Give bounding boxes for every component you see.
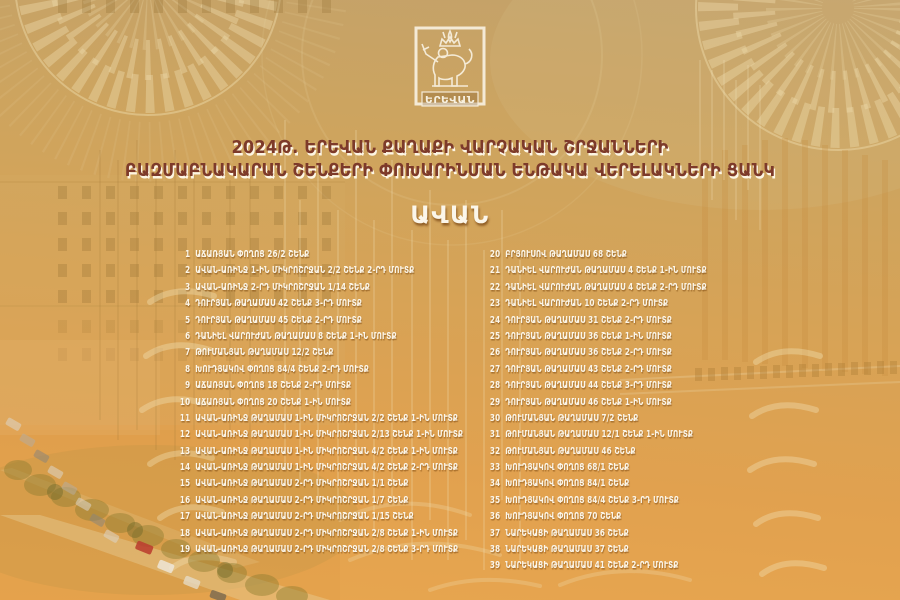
list-item-text: ԹՈՒՄԱՆՅԱՆ ԹԱՂԱՄԱՍ 46 ՇԵՆՔ bbox=[505, 445, 636, 457]
list-item bbox=[488, 509, 707, 525]
list-item bbox=[488, 493, 707, 509]
list-item bbox=[488, 542, 707, 558]
list-item-text: ԱՎԱՆ-ԱՌԻՆՋ 1-ԻՆ ՄԻԿՐՈՇՐՋԱՆ 2/2 ՇԵՆՔ 2-ՐԴ ՄՈՒՏՔ bbox=[195, 265, 415, 277]
title-line-1: 2024Թ. ԵՐԵՎԱՆ ՔԱՂԱՔԻ ՎԱՐՉԱԿԱՆ ՇՐՋԱՆՆԵՐԻ bbox=[231, 137, 669, 158]
list-item-number: 9 bbox=[185, 380, 191, 392]
list-item-number: 38 bbox=[489, 544, 501, 556]
list-item-number: 31 bbox=[489, 429, 501, 441]
list-item-number: 16 bbox=[179, 494, 191, 506]
list-item-number: 11 bbox=[179, 412, 191, 424]
list-item-number: 13 bbox=[179, 445, 191, 457]
list-item-text: ԴՈՒՐՅԱՆ ԹԱՂԱՄԱՍ 36 ՇԵՆՔ 2-ՐԴ ՄՈՒՏՔ bbox=[505, 347, 672, 359]
list-item bbox=[488, 460, 707, 476]
list-item-number: 10 bbox=[179, 396, 191, 408]
list-column-left bbox=[178, 247, 463, 558]
list-item-number: 7 bbox=[185, 347, 191, 359]
list-item bbox=[488, 296, 707, 312]
list-item-text: ԲՐՅՈՒՍՈՎ ԹԱՂԱՄԱՍ 68 ՇԵՆՔ bbox=[505, 249, 627, 260]
list-item-text: ԱՎԱՆ-ԱՌԻՆՋ ԹԱՂԱՄԱՍ 2-ՐԴ ՄԻԿՐՈՇՐՋԱՆ 1/15 ՇԵՆՔ bbox=[195, 511, 414, 523]
list-item-text: ԱՎԱՆ-ԱՌԻՆՋ ԹԱՂԱՄԱՍ 2-ՐԴ ՄԻԿՐՈՇՐՋԱՆ 2/8 ՇԵՆՔ 1-ԻՆ ՄՈՒՏՔ bbox=[195, 527, 459, 539]
list-item-number: 4 bbox=[185, 298, 191, 310]
list-item bbox=[488, 345, 707, 361]
list-item bbox=[488, 476, 707, 492]
list-item-text: ԹՈՒՄԱՆՅԱՆ ԹԱՂԱՄԱՍ 12/2 ՇԵՆՔ bbox=[195, 347, 334, 359]
list-item bbox=[178, 509, 463, 525]
list-item-text: ԽՈՒԴՅԱԿՈՎ ՓՈՂՈՑ 84/4 ՇԵՆՔ 3-ՐԴ ՄՈՒՏՔ bbox=[505, 494, 679, 506]
list-item bbox=[178, 476, 463, 492]
list-item-text: ԴՈՒՐՅԱՆ ԹԱՂԱՄԱՍ 44 ՇԵՆՔ 3-ՐԴ ՄՈՒՏՔ bbox=[505, 380, 672, 392]
list-item-number: 18 bbox=[179, 527, 191, 539]
list-item-text: ԴԱՆԻԵԼ ՎԱՐՈՒԺԱՆ ԹԱՂԱՄԱՍ 4 ՇԵՆՔ 2-ՐԴ ՄՈՒՏՔ bbox=[505, 281, 707, 293]
yerevan-emblem bbox=[412, 24, 488, 116]
list-item-text: ԹՈՒՄԱՆՅԱՆ ԹԱՂԱՄԱՍ 12/1 ՇԵՆՔ 1-ԻՆ ՄՈՒՏՔ bbox=[505, 429, 694, 441]
list-item-text: ՆԱՐԵԿԱՑԻ ԹԱՂԱՄԱՍ 36 ՇԵՆՔ bbox=[505, 527, 629, 539]
list-item bbox=[178, 526, 463, 542]
list-item bbox=[178, 542, 463, 558]
list-item bbox=[488, 263, 707, 279]
list-item bbox=[488, 411, 707, 427]
list-item bbox=[178, 395, 463, 411]
list-item-number: 29 bbox=[489, 396, 501, 408]
elevator-address-list bbox=[178, 247, 900, 587]
poster-title bbox=[45, 136, 855, 182]
list-item-text: ԱՃԱՌՅԱՆ ՓՈՂՈՑ 20 ՇԵՆՔ 1-ԻՆ ՄՈՒՏՔ bbox=[195, 396, 352, 408]
district-name: ԱՎԱՆ bbox=[410, 201, 490, 229]
list-item-number: 32 bbox=[489, 445, 501, 457]
list-item bbox=[178, 345, 463, 361]
list-item bbox=[488, 362, 707, 378]
list-item-number: 25 bbox=[489, 330, 501, 342]
list-item bbox=[178, 280, 463, 296]
list-item-number: 8 bbox=[185, 363, 191, 375]
list-item-text: ԴԱՆԻԵԼ ՎԱՐՈՒԺԱՆ ԹԱՂԱՄԱՍ 8 ՇԵՆՔ 1-ԻՆ ՄՈՒՏՔ bbox=[195, 330, 397, 342]
list-item-text: ԱՃԱՌՅԱՆ ՓՈՂՈՑ 26/2 ՇԵՆՔ bbox=[195, 249, 310, 260]
list-item-text: ԱՎԱՆ-ԱՌԻՆՋ ԹԱՂԱՄԱՍ 2-ՐԴ ՄԻԿՐՈՇՐՋԱՆ 2/8 ՇԵՆՔ 3-ՐԴ ՄՈՒՏՔ bbox=[195, 544, 459, 556]
list-item-number: 34 bbox=[489, 478, 501, 490]
list-item-text: ԱՎԱՆ-ԱՌԻՆՋ ԹԱՂԱՄԱՍ 2-ՐԴ ՄԻԿՐՈՇՐՋԱՆ 1/1 ՇԵՆՔ bbox=[195, 478, 409, 490]
list-item bbox=[488, 313, 707, 329]
list-item-number: 5 bbox=[185, 314, 191, 326]
list-item-text: ԱՎԱՆ-ԱՌԻՆՋ ԹԱՂԱՄԱՍ 1-ԻՆ ՄԻԿՐՈՇՐՋԱՆ 2/2 ՇԵՆՔ 1-ԻՆ ՄՈՒՏՔ bbox=[195, 412, 458, 424]
list-item-number: 3 bbox=[185, 281, 191, 293]
list-item-number: 30 bbox=[489, 412, 501, 424]
list-item-number: 35 bbox=[489, 494, 501, 506]
list-item-text: ԱՎԱՆ-ԱՌԻՆՋ ԹԱՂԱՄԱՍ 2-ՐԴ ՄԻԿՐՈՇՐՋԱՆ 1/7 ՇԵՆՔ bbox=[195, 494, 409, 506]
list-item-number: 1 bbox=[185, 249, 191, 260]
list-item-text: ԴՈՒՐՅԱՆ ԹԱՂԱՄԱՍ 43 ՇԵՆՔ 2-ՐԴ ՄՈՒՏՔ bbox=[505, 363, 672, 375]
list-item-text: ԽՈՒԴՅԱԿՈՎ ՓՈՂՈՑ 70 ՇԵՆՔ bbox=[505, 511, 622, 523]
list-item-number: 27 bbox=[489, 363, 501, 375]
list-item-text: ՆԱՐԵԿԱՑԻ ԹԱՂԱՄԱՍ 37 ՇԵՆՔ bbox=[505, 544, 629, 556]
list-item bbox=[178, 411, 463, 427]
list-item-text: ԴՈՒՐՅԱՆ ԹԱՂԱՄԱՍ 45 ՇԵՆՔ 2-ՐԴ ՄՈՒՏՔ bbox=[195, 314, 362, 326]
list-item-number: 6 bbox=[185, 330, 191, 342]
list-item-number: 24 bbox=[489, 314, 501, 326]
list-item-text: ԽՈՒԴՅԱԿՈՎ ՓՈՂՈՑ 84/1 ՇԵՆՔ bbox=[505, 478, 630, 490]
list-item bbox=[178, 313, 463, 329]
list-item-text: ԴԱՆԻԵԼ ՎԱՐՈՒԺԱՆ 10 ՇԵՆՔ 2-ՐԴ ՄՈՒՏՔ bbox=[505, 298, 669, 310]
list-item-number: 14 bbox=[179, 462, 191, 474]
list-item bbox=[178, 427, 463, 443]
list-item bbox=[178, 296, 463, 312]
list-item bbox=[178, 493, 463, 509]
list-item bbox=[488, 329, 707, 345]
list-item-number: 37 bbox=[489, 527, 501, 539]
list-item bbox=[178, 263, 463, 279]
list-item-number: 36 bbox=[489, 511, 501, 523]
emblem-label: ԵՐԵՎԱՆ bbox=[425, 95, 475, 106]
list-item-number: 12 bbox=[179, 429, 191, 441]
list-item bbox=[488, 427, 707, 443]
list-item bbox=[178, 247, 463, 263]
list-column-right bbox=[488, 247, 707, 575]
list-item-text: ԴՈՒՐՅԱՆ ԹԱՂԱՄԱՍ 36 ՇԵՆՔ 1-ԻՆ ՄՈՒՏՔ bbox=[505, 330, 672, 342]
list-item bbox=[178, 329, 463, 345]
list-item bbox=[488, 395, 707, 411]
list-item bbox=[488, 280, 707, 296]
list-item-number: 17 bbox=[179, 511, 191, 523]
list-item-number: 28 bbox=[489, 380, 501, 392]
list-item-text: ԱՃԱՌՅԱՆ ՓՈՂՈՑ 18 ՇԵՆՔ 2-ՐԴ ՄՈՒՏՔ bbox=[195, 380, 352, 392]
list-item bbox=[488, 526, 707, 542]
list-item-text: ԱՎԱՆ-ԱՌԻՆՋ ԹԱՂԱՄԱՍ 1-ԻՆ ՄԻԿՐՈՇՐՋԱՆ 4/2 ՇԵՆՔ 1-ԻՆ ՄՈՒՏՔ bbox=[195, 445, 458, 457]
list-item-number: 20 bbox=[489, 249, 501, 260]
rosette-ornament-left bbox=[0, 0, 318, 152]
list-item bbox=[488, 444, 707, 460]
list-item-number: 33 bbox=[489, 462, 501, 474]
list-item-number: 39 bbox=[489, 560, 501, 572]
title-line-2: ԲԱԶՄԱԲՆԱԿԱՐԱՆ ՇԵՆՔԵՐԻ ՓՈԽԱՐԻՆՄԱՆ ԵՆԹԱԿԱ ՎԵՐԵԼԱԿՆԵՐԻ ՑԱՆԿ bbox=[124, 160, 776, 181]
list-item bbox=[488, 247, 707, 263]
list-item-number: 22 bbox=[489, 281, 501, 293]
list-item-text: ԴՈՒՐՅԱՆ ԹԱՂԱՄԱՍ 42 ՇԵՆՔ 3-ՐԴ ՄՈՒՏՔ bbox=[195, 298, 362, 310]
list-item-text: ՆԱՐԵԿԱՑԻ ԹԱՂԱՄԱՍ 41 ՇԵՆՔ 2-ՐԴ ՄՈՒՏՔ bbox=[505, 560, 679, 572]
list-item-number: 23 bbox=[489, 298, 501, 310]
list-item-text: ԽՈՒԴՅԱԿՈՎ ՓՈՂՈՑ 84/4 ՇԵՆՔ 2-ՐԴ ՄՈՒՏՔ bbox=[195, 363, 369, 375]
list-item-text: ԱՎԱՆ-ԱՌԻՆՋ ԹԱՂԱՄԱՍ 1-ԻՆ ՄԻԿՐՈՇՐՋԱՆ 2/13 ՇԵՆՔ 1-ԻՆ ՄՈՒՏՔ bbox=[195, 429, 464, 441]
list-item-text: ԱՎԱՆ-ԱՌԻՆՋ 2-ՐԴ ՄԻԿՐՈՇՐՋԱՆ 1/14 ՇԵՆՔ bbox=[195, 281, 370, 293]
list-item-text: ԱՎԱՆ-ԱՌԻՆՋ ԹԱՂԱՄԱՍ 1-ԻՆ ՄԻԿՐՈՇՐՋԱՆ 4/2 ՇԵՆՔ 2-ՐԴ ՄՈՒՏՔ bbox=[195, 462, 459, 474]
list-item bbox=[178, 444, 463, 460]
list-item-text: ԹՈՒՄԱՆՅԱՆ ԹԱՂԱՄԱՍ 7/2 ՇԵՆՔ bbox=[505, 412, 639, 424]
list-item bbox=[488, 558, 707, 574]
list-item-number: 26 bbox=[489, 347, 501, 359]
list-item bbox=[178, 378, 463, 394]
list-item-text: ԴՈՒՐՅԱՆ ԹԱՂԱՄԱՍ 31 ՇԵՆՔ 2-ՐԴ ՄՈՒՏՔ bbox=[505, 314, 672, 326]
list-item-number: 15 bbox=[179, 478, 191, 490]
list-item-text: ԽՈՒԴՅԱԿՈՎ ՓՈՂՈՑ 68/1 ՇԵՆՔ bbox=[505, 462, 630, 474]
list-item bbox=[178, 460, 463, 476]
list-item bbox=[178, 362, 463, 378]
list-item-number: 19 bbox=[179, 544, 191, 556]
list-item-number: 21 bbox=[489, 265, 501, 277]
list-item-number: 2 bbox=[185, 265, 191, 277]
list-item bbox=[488, 378, 707, 394]
list-item-text: ԴՈՒՐՅԱՆ ԹԱՂԱՄԱՍ 46 ՇԵՆՔ 1-ԻՆ ՄՈՒՏՔ bbox=[505, 396, 672, 408]
list-item-text: ԴԱՆԻԵԼ ՎԱՐՈՒԺԱՆ ԹԱՂԱՄԱՍ 4 ՇԵՆՔ 1-ԻՆ ՄՈՒՏՔ bbox=[505, 265, 707, 277]
